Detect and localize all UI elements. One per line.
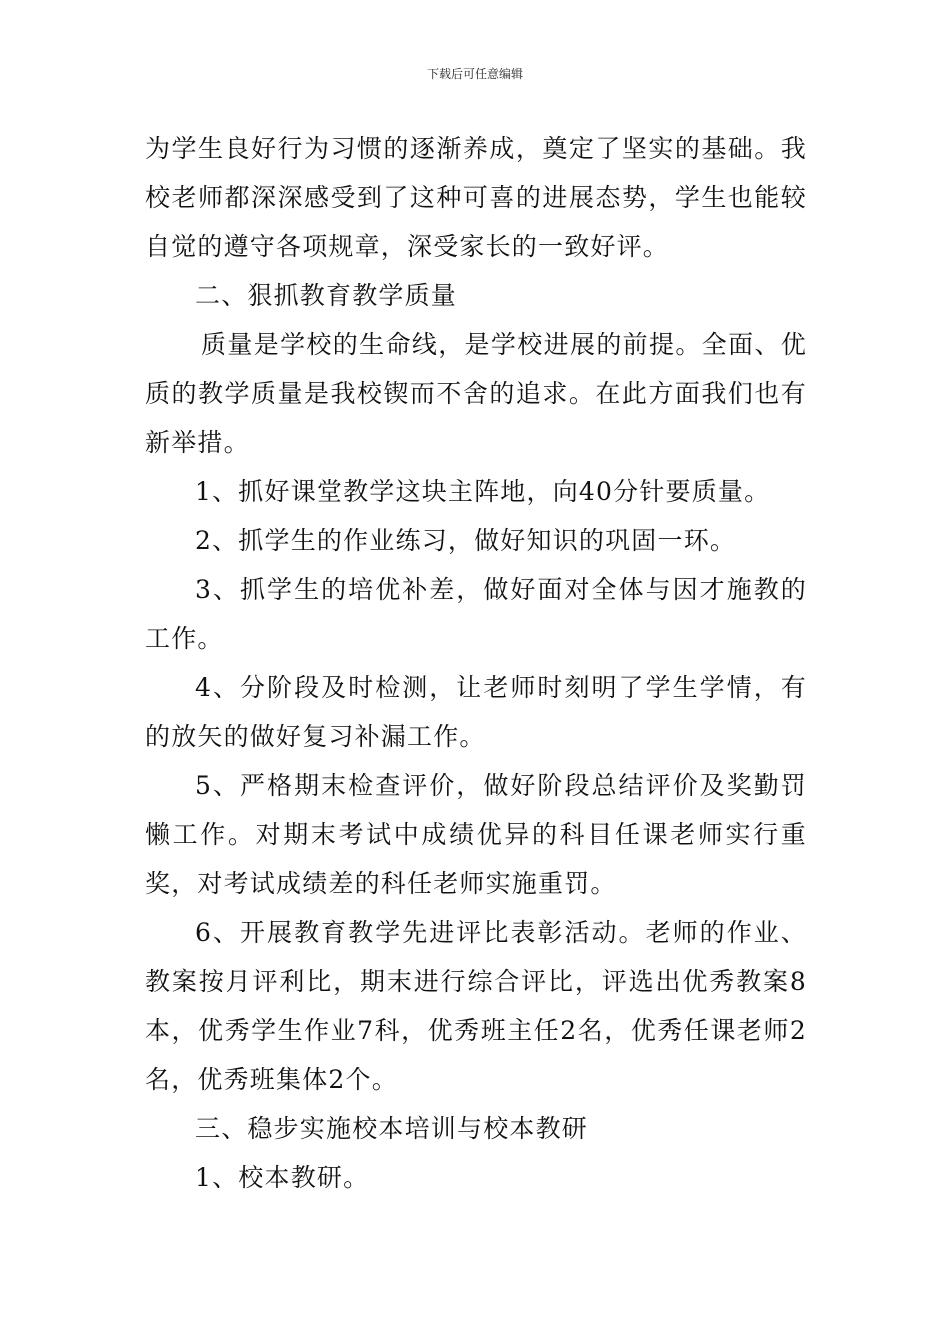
list-item-final-evaluation: 5、严格期末检查评价，做好阶段总结评价及奖勤罚懒工作。对期末考试中成绩优异的科目任课老师实行重奖，对考试成绩差的科任老师实施重罚。	[145, 771, 807, 898]
document-body	[145, 124, 807, 1202]
list-item-tutoring: 3、抓学生的培优补差，做好面对全体与因才施教的工作。	[145, 575, 807, 653]
paragraph-habits-foundation: 为学生良好行为习惯的逐渐养成，奠定了坚实的基础。我校老师都深深感受到了这种可喜的进展态势，学生也能较自觉的遵守各项规章，深受家长的一致好评。	[145, 134, 807, 261]
list-item-homework-practice: 2、抓学生的作业练习，做好知识的巩固一环。	[195, 526, 737, 555]
section-heading-teaching-quality: 二、狠抓教育教学质量	[195, 281, 458, 310]
list-item-staged-testing: 4、分阶段及时检测，让老师时刻明了学生学情，有的放矢的做好复习补漏工作。	[145, 673, 807, 751]
list-item-classroom-teaching: 1、抓好课堂教学这块主阵地，向40分针要质量。	[195, 477, 771, 506]
page-header-note: 下载后可任意编辑	[426, 67, 523, 81]
list-item-school-research: 1、校本教研。	[195, 1163, 370, 1192]
section-heading-school-training: 三、稳步实施校本培训与校本教研	[195, 1114, 589, 1143]
paragraph-quality-lifeline: 质量是学校的生命线，是学校进展的前提。全面、优质的教学质量是我校锲而不舍的追求。在此方面我们也有新举措。	[145, 330, 807, 457]
list-item-awards: 6、开展教育教学先进评比表彰活动。老师的作业、教案按月评利比，期末进行综合评比，评选出优秀教案8本，优秀学生作业7科，优秀班主任2名，优秀任课老师2名，优秀班集体2个。	[145, 918, 807, 1094]
